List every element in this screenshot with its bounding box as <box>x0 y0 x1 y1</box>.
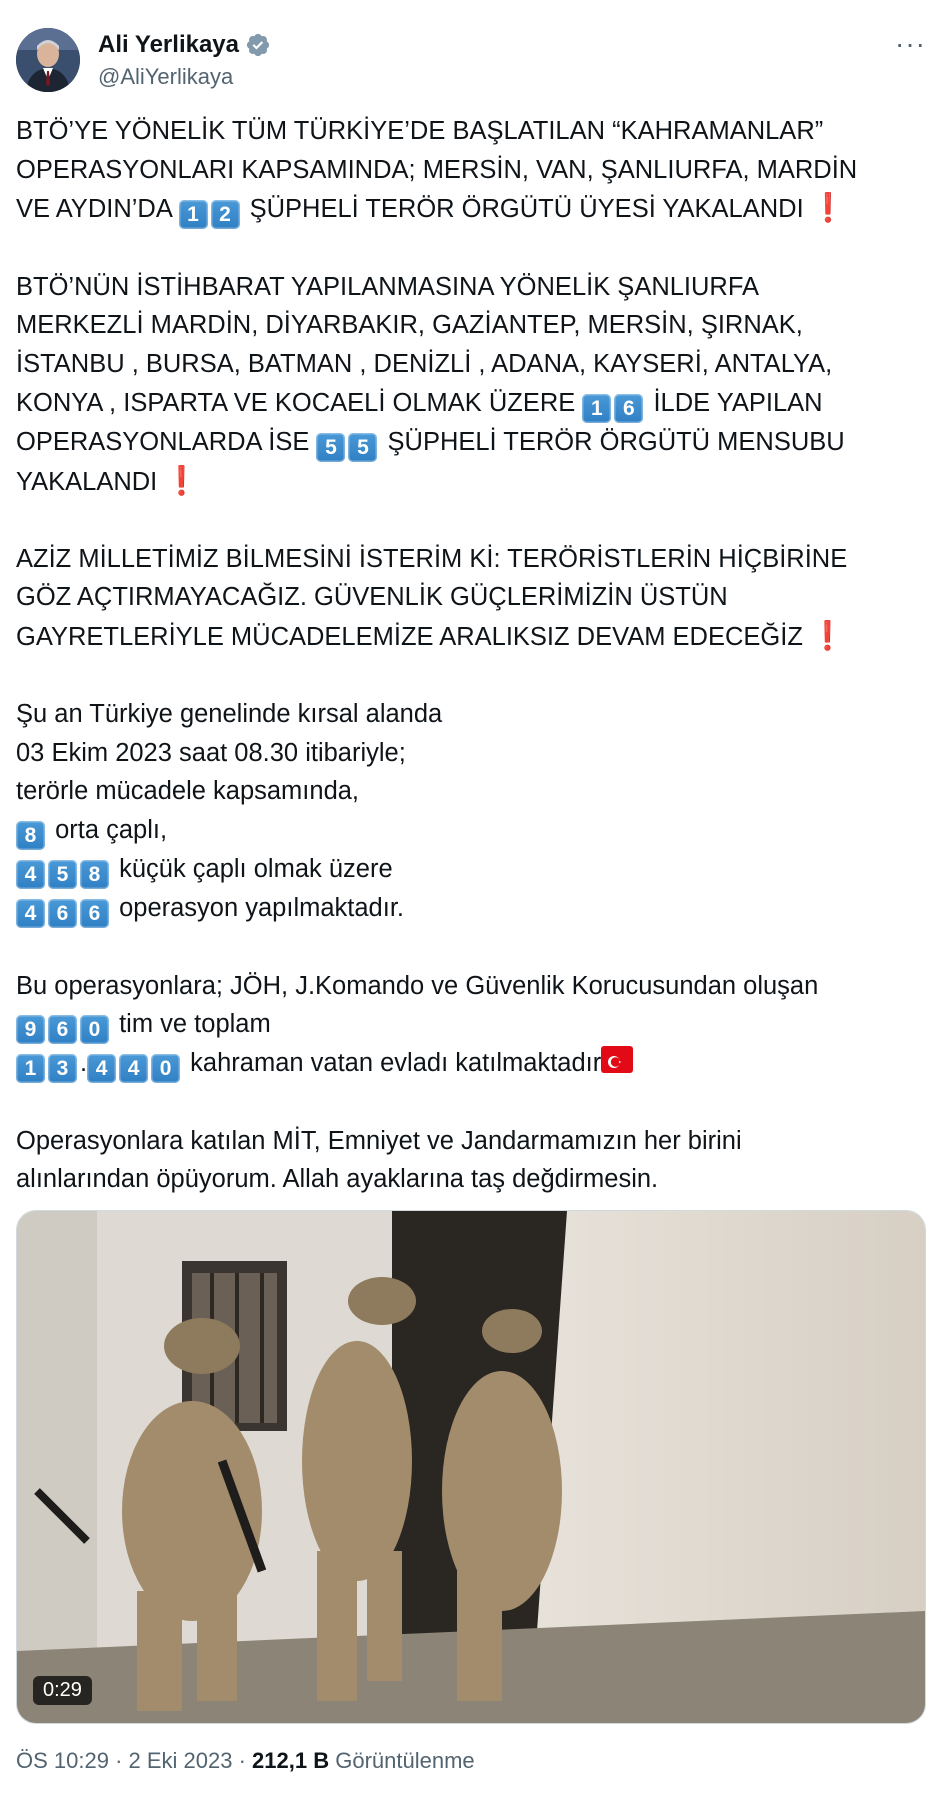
keycap-digit-icon: 4 <box>119 1054 148 1083</box>
tweet-text-segment: MERKEZLİ MARDİN, DİYARBAKIR, GAZİANTEP, MERSİN, ŞIRNAK, <box>16 311 803 340</box>
tweet-line <box>16 1160 916 1199</box>
tweet-text-segment: VE AYDIN’DA <box>16 195 179 224</box>
tweet-paragraph <box>16 268 916 501</box>
keycap-digit-icon: 8 <box>16 821 45 850</box>
tweet-text-segment: ŞÜPHELİ TERÖR ÖRGÜTÜ MENSUBU <box>380 427 845 456</box>
tweet-line <box>16 540 916 579</box>
keycap-digit-icon: 5 <box>48 860 77 889</box>
tweet-text-segment: OPERASYONLARI KAPSAMINDA; MERSİN, VAN, ŞANLIURFA, MARDİN <box>16 155 858 184</box>
tweet-paragraph <box>16 540 916 657</box>
tweet-line <box>16 384 916 423</box>
more-horizontal-icon[interactable]: ··· <box>895 28 926 59</box>
tweet-line <box>16 578 916 617</box>
tweet-line <box>16 811 916 850</box>
author-handle[interactable]: @AliYerlikaya <box>98 64 234 89</box>
keycap-digit-icon: 1 <box>16 1054 45 1083</box>
tweet-text-segment: operasyon yapılmaktadır. <box>112 893 404 922</box>
tweet-line <box>16 112 916 151</box>
tweet-text-segment: Operasyonlara katılan MİT, Emniyet ve Jandarmamızın her birini <box>16 1126 742 1155</box>
tweet-line <box>16 889 916 928</box>
keycap-digit-icon: 6 <box>614 394 643 423</box>
tweet-text-segment: İLDE YAPILAN <box>646 388 823 417</box>
keycap-digit-icon: 4 <box>87 1054 116 1083</box>
keycap-digit-icon: 0 <box>80 1015 109 1044</box>
tweet-text-segment: küçük çaplı olmak üzere <box>112 854 393 883</box>
tweet-line <box>16 189 916 229</box>
views-label: Görüntülenme <box>329 1748 475 1773</box>
tweet-paragraph <box>16 967 916 1084</box>
tweet-text-segment: BTÖ’NÜN İSTİHBARAT YAPILANMASINA YÖNELİK ŞANLIURFA <box>16 272 760 301</box>
tweet-text-segment: kahraman vatan evladı katılmaktadır <box>183 1049 602 1078</box>
tweet-time[interactable]: ÖS 10:29 <box>16 1748 109 1773</box>
keycap-digit-icon: 5 <box>348 433 377 462</box>
tweet-line <box>16 1005 916 1044</box>
author-name[interactable]: Ali Yerlikaya <box>98 31 239 58</box>
keycap-digit-icon: 6 <box>80 899 109 928</box>
tweet-header <box>16 26 926 96</box>
tweet-line <box>16 151 916 190</box>
keycap-digit-icon: 6 <box>48 1015 77 1044</box>
video-duration: 0:29 <box>33 1676 92 1705</box>
tweet-line <box>16 850 916 889</box>
keycap-digit-icon: 1 <box>582 394 611 423</box>
video-player[interactable] <box>16 1210 926 1724</box>
tweet-text-segment: OPERASYONLARDA İSE <box>16 427 317 456</box>
exclamation-icon: ❗ <box>164 464 200 496</box>
verified-badge-icon <box>245 32 271 58</box>
tweet-text-segment: KONYA , ISPARTA VE KOCAELİ OLMAK ÜZERE <box>16 388 583 417</box>
keycap-digit-icon: 4 <box>16 860 45 889</box>
tweet-text-segment: tim ve toplam <box>112 1010 271 1039</box>
tweet-paragraph <box>16 1122 916 1199</box>
view-count: 212,1 B <box>252 1748 330 1773</box>
tweet-line <box>16 967 916 1006</box>
tweet-line <box>16 772 916 811</box>
meta-separator-2: · <box>232 1748 253 1773</box>
tweet-line <box>16 734 916 773</box>
tweet-line <box>16 1122 916 1161</box>
keycap-digit-icon: 6 <box>48 899 77 928</box>
avatar[interactable] <box>16 28 80 92</box>
tweet-text-segment: İSTANBU , BURSA, BATMAN , DENİZLİ , ADANA, KAYSERİ, ANTALYA, <box>16 349 833 378</box>
tweet-text-segment: YAKALANDI <box>16 467 165 496</box>
video-thumbnail <box>17 1211 925 1723</box>
tweet-line <box>16 345 916 384</box>
tweet-line <box>16 617 916 657</box>
keycap-digit-icon: 0 <box>151 1054 180 1083</box>
tweet-line <box>16 306 916 345</box>
tweet-text-segment: terörle mücadele kapsamında, <box>16 777 360 806</box>
tweet-text-segment: GAYRETLERİYLE MÜCADELEMİZE ARALIKSIZ DEVAM EDECEĞİZ <box>16 622 810 651</box>
tweet-text-segment: ŞÜPHELİ TERÖR ÖRGÜTÜ ÜYESİ YAKALANDI <box>242 195 811 224</box>
turkey-flag-icon <box>601 1046 633 1068</box>
keycap-digit-icon: 1 <box>179 200 208 229</box>
tweet-meta <box>16 1748 475 1774</box>
tweet-line <box>16 268 916 307</box>
meta-separator: · <box>108 1748 129 1773</box>
keycap-digit-icon: 5 <box>316 433 345 462</box>
tweet-paragraph <box>16 112 916 229</box>
tweet-text-segment: GÖZ AÇTIRMAYACAĞIZ. GÜVENLİK GÜÇLERİMİZİN ÜSTÜN <box>16 583 728 612</box>
tweet-text <box>16 112 916 1199</box>
keycap-digit-icon: 4 <box>16 899 45 928</box>
keycap-digit-icon: 8 <box>80 860 109 889</box>
tweet-date[interactable]: 2 Eki 2023 <box>128 1748 233 1773</box>
tweet-text-segment: Bu operasyonlara; JÖH, J.Komando ve Güvenlik Korucusundan oluşan <box>16 971 819 1000</box>
keycap-digit-icon: 2 <box>211 200 240 229</box>
tweet-line <box>16 695 916 734</box>
tweet-text-segment: orta çaplı, <box>48 815 168 844</box>
keycap-digit-icon: 3 <box>48 1054 77 1083</box>
exclamation-icon: ❗ <box>810 619 845 651</box>
tweet-line <box>16 462 916 502</box>
tweet-text-segment: . <box>80 1049 88 1078</box>
avatar-image <box>16 28 80 92</box>
tweet-text-segment: 03 Ekim 2023 saat 08.30 itibariyle; <box>16 738 406 767</box>
tweet-line <box>16 423 916 462</box>
tweet-text-segment: Şu an Türkiye genelinde kırsal alanda <box>16 700 443 729</box>
keycap-digit-icon: 9 <box>16 1015 45 1044</box>
tweet-text-segment: AZİZ MİLLETİMİZ BİLMESİNİ İSTERİM Kİ: TERÖRİSTLERİN HİÇBİRİNE <box>16 544 848 573</box>
tweet-line <box>16 1044 916 1083</box>
exclamation-icon: ❗ <box>810 192 846 224</box>
tweet-paragraph <box>16 695 916 928</box>
tweet-text-segment: BTÖ’YE YÖNELİK TÜM TÜRKİYE’DE BAŞLATILAN “KAHRAMANLAR” <box>16 117 824 145</box>
tweet-text-segment: alınlarından öpüyorum. Allah ayaklarına taş değdirmesin. <box>16 1165 659 1194</box>
